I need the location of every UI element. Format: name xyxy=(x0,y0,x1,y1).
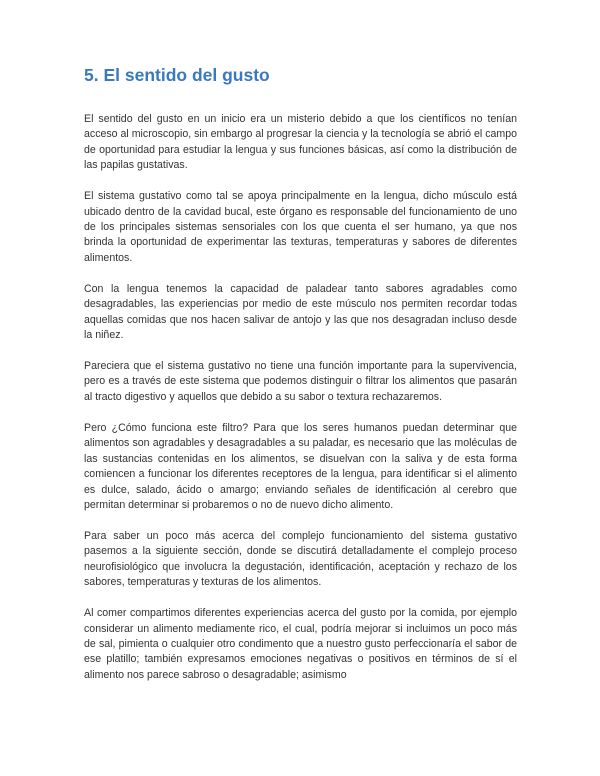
paragraph-1: El sentido del gusto en un inicio era un misterio debido a que los científicos no tenían acceso al microscopio, sin embargo al progresar la ciencia y la tecnología se abrió el campo de oportunidad para estudiar la lengua y sus funciones básicas, así como la distribución de las papilas gustativas. xyxy=(84,113,517,172)
section-heading: 5. El sentido del gusto xyxy=(84,65,270,85)
body-text xyxy=(84,112,517,699)
paragraph-5: Pero ¿Cómo funciona este filtro? Para que los seres humanos puedan determinar que alimentos son agradables y desagradables a su paladar, es necesario que las moléculas de las sustancias contenidas en los alimentos, se disuelvan con la saliva y de esta forma comiencen a funcionar los diferentes receptores de la lengua, para identificar si el alimento es dulce, salado, ácido o amargo; enviando señales de identificación al cerebro que permitan determinar si probaremos o no de nuevo dicho alimento. xyxy=(84,421,517,511)
paragraph-4: Pareciera que el sistema gustativo no tiene una función importante para la supervivencia, pero es a través de este sistema que podemos distinguir o filtrar los alimentos que pasarán al tracto digestivo y aquellos que debido a su sabor o textura rechazaremos. xyxy=(84,360,517,403)
paragraph-7: Al comer compartimos diferentes experiencias acerca del gusto por la comida, por ejemplo considerar un alimento mediamente rico, el cual, podría mejorar si incluimos un poco más de sal, pimienta o cualquier otro condimento que a nuestro gusto perfeccionaría el sabor de ese platillo; también expresamos emociones negativas o positivos en términos de sí el alimento nos parece sabroso o desagradable; asimismo xyxy=(84,607,517,681)
paragraph-3: Con la lengua tenemos la capacidad de paladear tanto sabores agradables como desagradables, las experiencias por medio de este músculo nos permiten recordar todas aquellas comidas que nos hacen salivar de antojo y las que nos desagradan incluso desde la niñez. xyxy=(84,282,517,342)
paragraph-2: El sistema gustativo como tal se apoya principalmente en la lengua, dicho músculo está ubicado dentro de la cavidad bucal, este órgano es responsable del funcionamiento de uno de los principales sistemas sensoriales con los que cuenta el ser humano, ya que nos brinda la oportunidad de experimentar las texturas, temperaturas y sabores de diferentes alimentos. xyxy=(84,190,517,264)
paragraph-6: Para saber un poco más acerca del complejo funcionamiento del sistema gustativo pasemos a la siguiente sección, donde se discutirá detalladamente el complejo proceso neurofisiológico que involucra la degustación, identificación, aceptación y rechazo de los sabores, temperaturas y texturas de los alimentos. xyxy=(84,529,517,589)
